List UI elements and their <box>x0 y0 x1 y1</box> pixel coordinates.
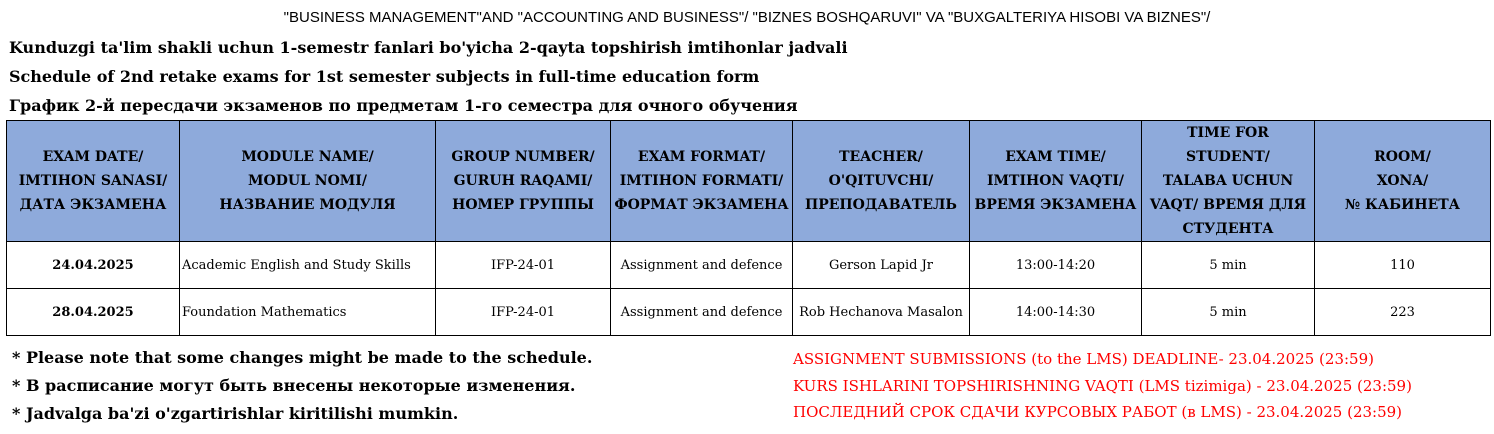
document-title: "BUSINESS MANAGEMENT"AND "ACCOUNTING AND BUSINESS"/ "BIZNES BOSHQARUVI" VA "BUXGALTERIYA HISOBI VA BIZNES"/ <box>283 9 1211 26</box>
cell-time-for-student: 5 min <box>1142 242 1315 289</box>
header-exam-format: EXAM FORMAT/ IMTIHON FORMATI/ ФОРМАТ ЭКЗАМЕНА <box>611 121 793 242</box>
header-exam-time: EXAM TIME/ IMTIHON VAQTI/ ВРЕМЯ ЭКЗАМЕНА <box>970 121 1142 242</box>
header-room: ROOM/ XONA/ № КАБИНЕТА <box>1315 121 1491 242</box>
cell-exam-time: 13:00-14:20 <box>970 242 1142 289</box>
note-schedule-changes-uzbek: * Jadvalga ba'zi o'zgartirishlar kiritilishi mumkin. <box>12 404 459 423</box>
subtitle-russian: График 2-й пересдачи экзаменов по предметам 1-го семестра для очного обучения <box>9 96 798 115</box>
cell-exam-format: Assignment and defence <box>611 289 793 336</box>
header-module-name: MODULE NAME/ MODUL NOMI/ НАЗВАНИЕ МОДУЛЯ <box>180 121 436 242</box>
deadline-russian: ПОСЛЕДНИЙ СРОК СДАЧИ КУРСОВЫХ РАБОТ (в LMS) - 23.04.2025 (23:59) <box>793 403 1403 421</box>
exam-schedule-table <box>6 120 1491 336</box>
note-schedule-changes-english: * Please note that some changes might be made to the schedule. <box>12 348 593 367</box>
table-row <box>7 289 1491 336</box>
cell-module-name: Academic English and Study Skills <box>180 242 436 289</box>
subtitle-english: Schedule of 2nd retake exams for 1st semester subjects in full-time education form <box>9 67 760 86</box>
header-time-for-student: TIME FOR STUDENT/ TALABA UCHUN VAQT/ ВРЕМЯ ДЛЯ СТУДЕНТА <box>1142 121 1315 242</box>
cell-group-number: IFP-24-01 <box>436 289 611 336</box>
note-schedule-changes-russian: * В расписание могут быть внесены некоторые изменения. <box>12 376 576 395</box>
header-teacher: TEACHER/ O'QITUVCHI/ ПРЕПОДАВАТЕЛЬ <box>793 121 970 242</box>
cell-teacher: Rob Hechanova Masalon <box>793 289 970 336</box>
cell-exam-time: 14:00-14:30 <box>970 289 1142 336</box>
header-group-number: GROUP NUMBER/ GURUH RAQAMI/ НОМЕР ГРУППЫ <box>436 121 611 242</box>
deadline-uzbek: KURS ISHLARINI TOPSHIRISHNING VAQTI (LMS tizimiga) - 23.04.2025 (23:59) <box>793 377 1412 395</box>
cell-exam-date: 28.04.2025 <box>7 289 180 336</box>
cell-teacher: Gerson Lapid Jr <box>793 242 970 289</box>
cell-group-number: IFP-24-01 <box>436 242 611 289</box>
cell-room: 223 <box>1315 289 1491 336</box>
cell-exam-format: Assignment and defence <box>611 242 793 289</box>
cell-time-for-student: 5 min <box>1142 289 1315 336</box>
table-header-row <box>7 121 1491 242</box>
header-exam-date: EXAM DATE/ IMTIHON SANASI/ ДАТА ЭКЗАМЕНА <box>7 121 180 242</box>
cell-module-name: Foundation Mathematics <box>180 289 436 336</box>
table-row <box>7 242 1491 289</box>
subtitle-uzbek: Kunduzgi ta'lim shakli uchun 1-semestr fanlari bo'yicha 2-qayta topshirish imtihonlar jadvali <box>9 38 848 57</box>
deadline-english: ASSIGNMENT SUBMISSIONS (to the LMS) DEADLINE- 23.04.2025 (23:59) <box>793 350 1374 368</box>
cell-exam-date: 24.04.2025 <box>7 242 180 289</box>
cell-room: 110 <box>1315 242 1491 289</box>
